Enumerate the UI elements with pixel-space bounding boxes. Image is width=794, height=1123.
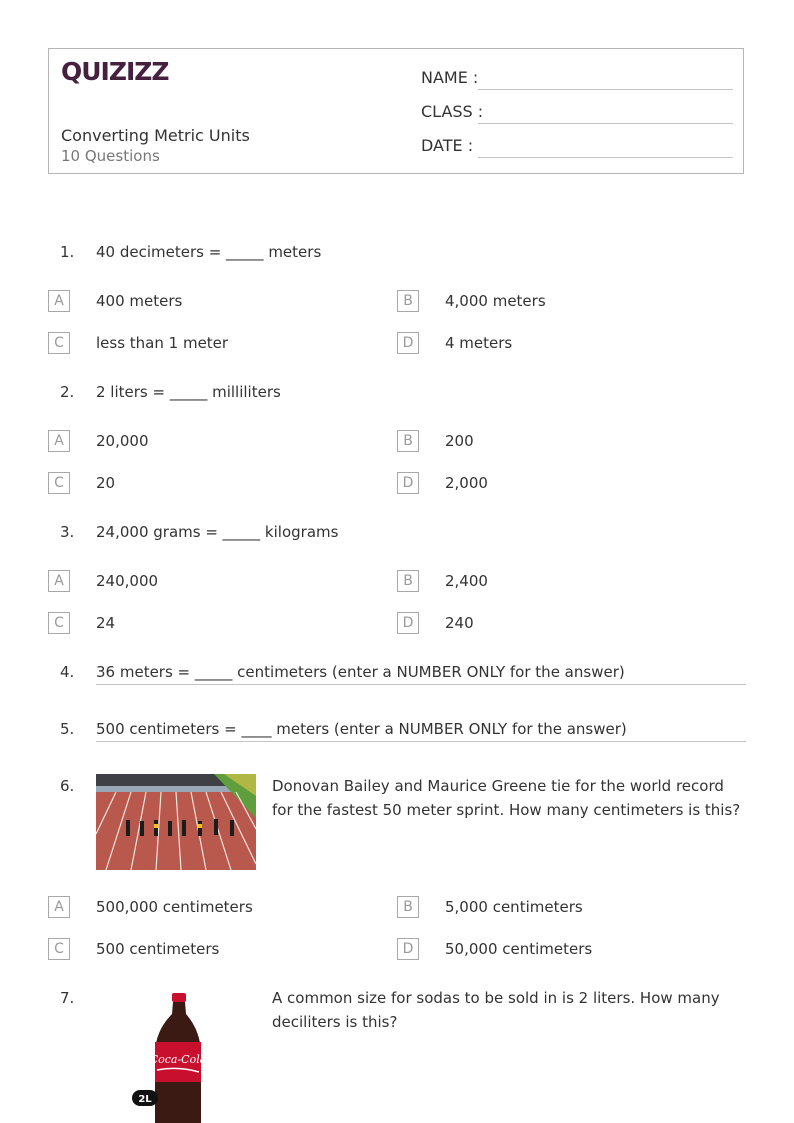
- option-text[interactable]: 500 centimeters: [96, 940, 220, 958]
- option-letter-d[interactable]: D: [397, 612, 419, 634]
- option-text[interactable]: 240,000: [96, 572, 159, 590]
- name-label: NAME :: [421, 68, 479, 87]
- answer-line[interactable]: [96, 684, 746, 685]
- option-text[interactable]: 500,000 centimeters: [96, 898, 253, 916]
- date-field[interactable]: [421, 134, 733, 158]
- option-text[interactable]: 5,000 centimeters: [445, 898, 583, 916]
- option-text[interactable]: 400 meters: [96, 292, 183, 310]
- question-text: A common size for sodas to be sold in is 2 liters. How many deciliters is this?: [272, 989, 720, 1031]
- question-text: 36 meters = _____ centimeters (enter a NUMBER ONLY for the answer): [96, 663, 625, 681]
- question-number: 5.: [60, 720, 75, 738]
- bottle-brand-label: Coca-Cola: [149, 1053, 207, 1066]
- question-text: 500 centimeters = ____ meters (enter a NUMBER ONLY for the answer): [96, 720, 627, 738]
- option-letter-a[interactable]: A: [48, 896, 70, 918]
- option-letter-b[interactable]: B: [397, 290, 419, 312]
- class-field[interactable]: [421, 100, 733, 124]
- option-letter-d[interactable]: D: [397, 332, 419, 354]
- option-letter-b[interactable]: B: [397, 896, 419, 918]
- option-letter-c[interactable]: C: [48, 332, 70, 354]
- option-text[interactable]: 20,000: [96, 432, 149, 450]
- soda-bottle-image: [130, 990, 210, 1123]
- question-number: 6.: [60, 777, 75, 795]
- question-count: 10 Questions: [61, 147, 160, 165]
- option-text[interactable]: 240: [445, 614, 474, 632]
- class-line[interactable]: [478, 123, 733, 124]
- question-text: 2 liters = _____ milliliters: [96, 383, 281, 401]
- question-number: 7.: [60, 989, 75, 1007]
- answer-line[interactable]: [96, 741, 746, 742]
- option-text[interactable]: 200: [445, 432, 474, 450]
- bottle-size-label: 2L: [138, 1094, 152, 1105]
- question-number: 2.: [60, 383, 75, 401]
- quizizz-logo: QUIZIZZ: [61, 57, 169, 86]
- option-text[interactable]: 20: [96, 474, 116, 492]
- question-number: 4.: [60, 663, 75, 681]
- soda-bottle-icon: [130, 990, 210, 1123]
- running-track-icon: [96, 774, 256, 870]
- option-text[interactable]: 50,000 centimeters: [445, 940, 593, 958]
- option-letter-c[interactable]: C: [48, 472, 70, 494]
- option-letter-a[interactable]: A: [48, 430, 70, 452]
- name-field[interactable]: [421, 66, 733, 90]
- date-line[interactable]: [478, 157, 733, 158]
- option-text[interactable]: less than 1 meter: [96, 334, 229, 352]
- question-text: 40 decimeters = _____ meters: [96, 243, 322, 261]
- question-number: 3.: [60, 523, 75, 541]
- question-number: 1.: [60, 243, 75, 261]
- worksheet-header: [48, 48, 744, 174]
- option-letter-b[interactable]: B: [397, 570, 419, 592]
- worksheet-title: Converting Metric Units: [61, 126, 250, 145]
- option-letter-c[interactable]: C: [48, 938, 70, 960]
- date-label: DATE :: [421, 136, 474, 155]
- option-text[interactable]: 4,000 meters: [445, 292, 546, 310]
- option-letter-a[interactable]: A: [48, 570, 70, 592]
- option-text[interactable]: 2,000: [445, 474, 488, 492]
- option-letter-d[interactable]: D: [397, 472, 419, 494]
- class-label: CLASS :: [421, 102, 484, 121]
- option-letter-a[interactable]: A: [48, 290, 70, 312]
- name-line[interactable]: [478, 89, 733, 90]
- option-text[interactable]: 4 meters: [445, 334, 513, 352]
- option-text[interactable]: 2,400: [445, 572, 488, 590]
- option-text[interactable]: 24: [96, 614, 116, 632]
- sprint-track-image: [96, 774, 256, 870]
- option-letter-c[interactable]: C: [48, 612, 70, 634]
- option-letter-b[interactable]: B: [397, 430, 419, 452]
- question-text: Donovan Bailey and Maurice Greene tie for the world record for the fastest 50 meter sprint. How many centimeters is this?: [272, 777, 741, 819]
- question-text: 24,000 grams = _____ kilograms: [96, 523, 339, 541]
- option-letter-d[interactable]: D: [397, 938, 419, 960]
